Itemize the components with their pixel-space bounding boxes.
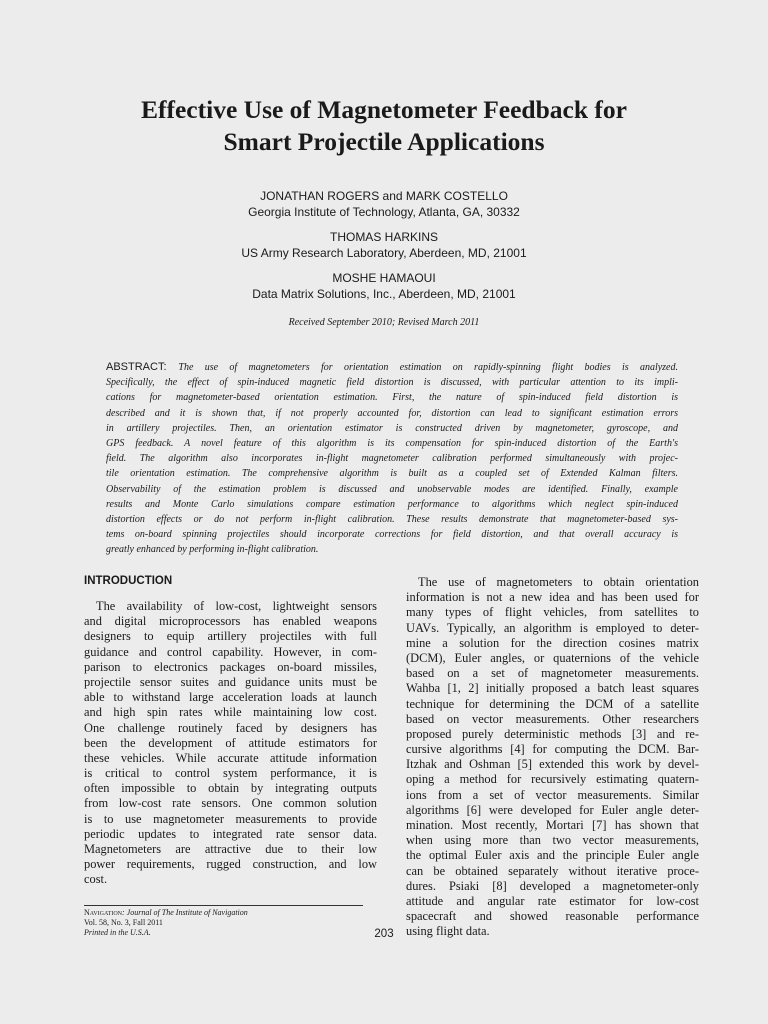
body-line: these vehicles. While accurate attitude information	[84, 750, 377, 765]
body-line: is critical to control system performance, it is	[84, 766, 377, 781]
body-line: oping a method for recursively estimating quatern-	[406, 772, 699, 787]
body-line: algorithms [6] were developed for Euler angle deter-	[406, 802, 699, 817]
body-line: cost.	[84, 872, 108, 887]
page-number: 203	[374, 928, 394, 940]
body-line: been the development of attitude estimators for	[84, 735, 377, 750]
body-line: proposed purely deterministic methods [3] and re-	[406, 726, 699, 741]
body-line: mination. Most recently, Mortari [7] has shown that	[406, 818, 699, 832]
body-line: based on vector measurements. Other researchers	[406, 711, 699, 726]
body-line: parison to electronics packages on-board missiles,	[84, 659, 377, 674]
body-line: Magnetometers are attractive due to their low	[84, 842, 377, 856]
body-line: periodic updates to integrated rate sensor data.	[84, 826, 377, 841]
author-affiliation: Georgia Institute of Technology, Atlanta, GA, 30332	[248, 205, 520, 219]
body-column-left	[84, 599, 377, 888]
title-line-1: Effective Use of Magnetometer Feedback for	[141, 95, 627, 124]
abstract-line: Specifically, the effect of spin-induced magnetic field distortion is discussed, with particular attention to its impli-	[106, 377, 678, 389]
body-line: The availability of low-cost, lightweight sensors	[96, 599, 377, 613]
author-names: MOSHE HAMAOUI	[332, 271, 436, 285]
author-block-2	[100, 229, 668, 261]
body-line: Itzhak and Oshman [5] extended this work by devel-	[406, 757, 699, 772]
body-line: many types of flight vehicles, from satellites to	[406, 605, 699, 620]
abstract-line: described and it is shown that, if not properly accounted for, distortion can lead to significant estimation errors	[106, 407, 678, 419]
author-block-3	[100, 270, 668, 302]
body-line: projectile sensor suites and guidance units must be	[84, 674, 377, 689]
author-names: THOMAS HARKINS	[329, 230, 438, 244]
author-names: JONATHAN ROGERS and MARK COSTELLO	[260, 189, 508, 203]
body-line: from low-cost rate sensors. One common solution	[84, 796, 377, 811]
footnote-journal: Navigation: Journal of The Institute of Navigation	[84, 908, 248, 917]
body-line: can be obtained separately without iterative proce-	[406, 863, 699, 878]
body-line: and high spin rates while maintaining low cost.	[84, 705, 377, 720]
body-line: designers to equip artillery projectiles with full	[84, 629, 377, 644]
body-line: (DCM), Euler angles, or quaternions of the vehicle	[406, 650, 699, 665]
body-line: able to withstand large acceleration loads at launch	[84, 690, 377, 705]
body-line: power requirements, rugged construction, and low	[84, 857, 377, 872]
abstract-line: ABSTRACT: The use of magnetometers for orientation estimation on rapidly-spinning flight bodies is analyzed.	[106, 361, 678, 373]
abstract-line: field. The algorithm also incorporates in-flight magnetometer calibration performed simultaneously with projec-	[106, 453, 678, 465]
abstract-label: ABSTRACT:	[106, 361, 179, 373]
body-line: dures. Psiaki [8] developed a magnetometer-only	[406, 878, 699, 893]
abstract-line: results and Monte Carlo simulations compare estimation performance to algorithms which neglect spin-induced	[106, 498, 678, 510]
abstract-line: cations for magnetometer-based orientation estimation. First, the nature of spin-induced field distortion is	[106, 392, 678, 404]
body-line: The use of magnetometers to obtain orientation	[418, 575, 699, 589]
body-line: mine a solution for the direction cosines matrix	[406, 635, 699, 650]
footnote-printed: Printed in the U.S.A.	[84, 928, 151, 937]
abstract-line: distortion effects or do not perform in-flight calibration. These results demonstrate that magnetometer-based sys-	[106, 513, 678, 525]
abstract-line: tems on-board spinning projectiles should incorporate corrections for field distortion, and that overall accuracy is	[106, 529, 678, 541]
body-line: UAVs. Typically, an algorithm is employed to deter-	[406, 620, 699, 635]
body-line: Wahba [1, 2] initially proposed a batch least squares	[406, 681, 699, 696]
abstract-line: tile orientation estimation. The comprehensive algorithm is built as a coupled set of Extended Kalman filters.	[106, 468, 678, 480]
abstract-line: GPS feedback. A novel feature of this algorithm is its compensation for spin-induced distortion of the Earth's	[106, 437, 678, 449]
abstract-line: Observability of the estimation problem is discussed and unobservable modes are identified. Finally, example	[106, 483, 678, 495]
body-line: technique for determining the DCM of a satellite	[406, 696, 699, 711]
body-column-right	[406, 575, 699, 940]
body-line: is to use magnetometer measurements to provide	[84, 811, 377, 826]
body-line: ions from a set of vector measurements. Similar	[406, 787, 699, 802]
abstract-line: greatly enhanced by performing in-flight calibration.	[106, 544, 319, 556]
abstract-line: in artillery projectiles. Then, an orientation estimator is constructed driven by magnetometer, gyroscope, and	[106, 422, 678, 434]
body-line: using flight data.	[406, 924, 490, 939]
footnote-volume: Vol. 58, No. 3, Fall 2011	[84, 918, 163, 927]
body-line: attitude and angular rate estimator for low-cost	[406, 893, 699, 908]
abstract	[106, 360, 678, 557]
body-line: information is not a new idea and has been used for	[406, 590, 699, 605]
body-line: cursive algorithms [4] for computing the DCM. Bar-	[406, 742, 699, 757]
body-line: when using more than two vector measurements,	[406, 833, 699, 848]
body-line: and digital microprocessors has enabled weapons	[84, 614, 377, 629]
body-line: guidance and control capability. However, in com-	[84, 644, 377, 659]
body-line: based on a set of magnetometer measurements.	[406, 666, 699, 681]
title-line-2: Smart Projectile Applications	[223, 127, 545, 156]
body-line: spacecraft and showed reasonable performance	[406, 909, 699, 924]
body-line: One challenge routinely faced by designers has	[84, 720, 377, 735]
body-line: the optimal Euler axis and the principle Euler angle	[406, 848, 699, 863]
body-line: often impossible to obtain by integrating outputs	[84, 781, 377, 796]
author-affiliation: US Army Research Laboratory, Aberdeen, MD, 21001	[241, 246, 527, 260]
received-date: Received September 2010; Revised March 2011	[288, 317, 480, 328]
section-heading-introduction: INTRODUCTION	[84, 575, 173, 587]
author-affiliation: Data Matrix Solutions, Inc., Aberdeen, MD, 21001	[252, 287, 516, 301]
author-block-1	[100, 188, 668, 220]
paper-title	[60, 94, 708, 158]
footnote-divider	[84, 905, 363, 906]
